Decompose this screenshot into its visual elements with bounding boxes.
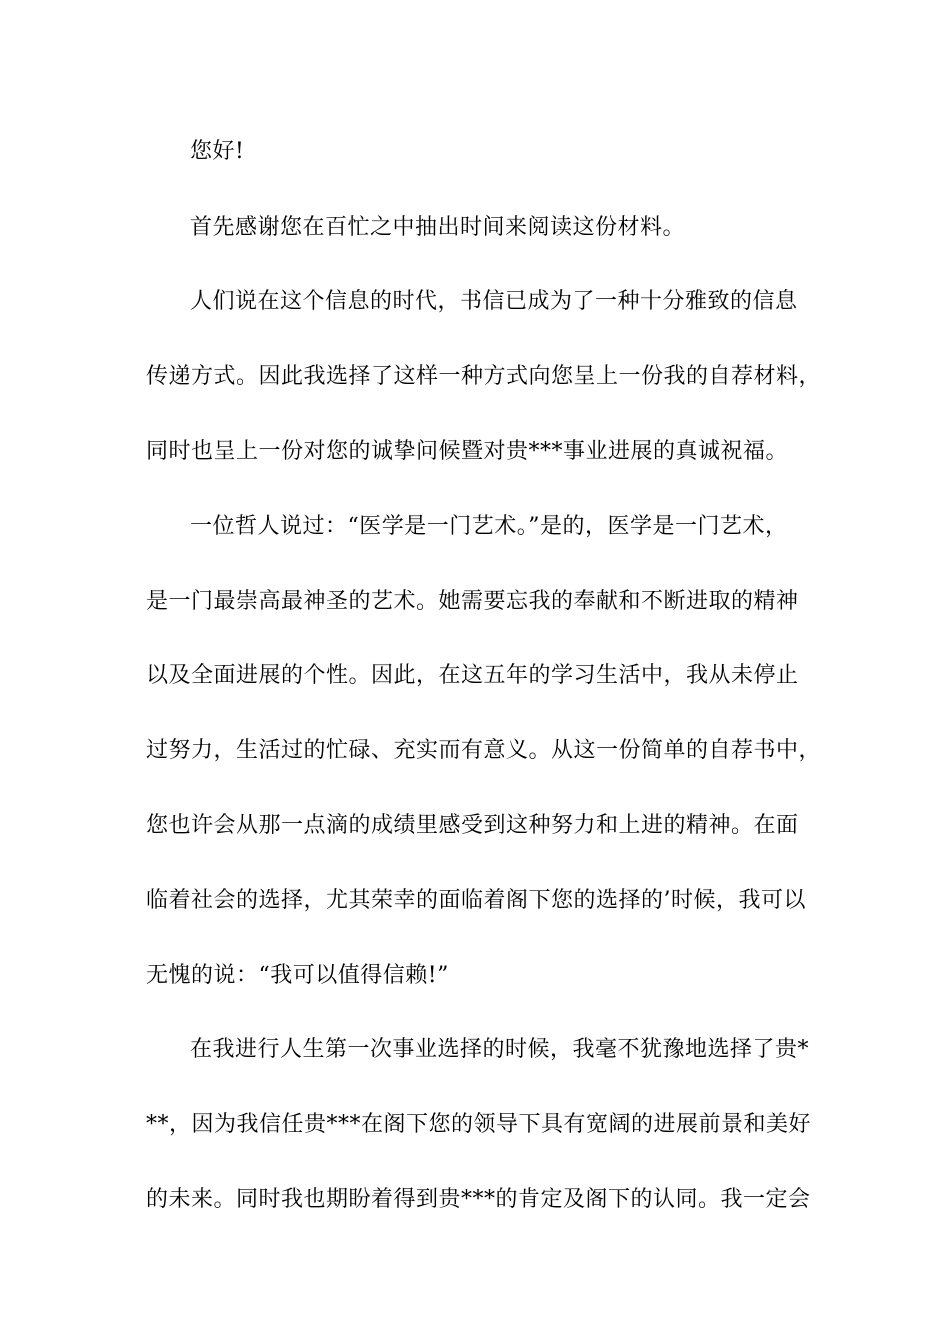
- paragraph-3-line-2: 是一门最崇高最神圣的艺术。她需要忘我的奉献和不断进取的精神: [146, 589, 799, 614]
- paragraph-4-line-3: 的未来。同时我也期盼着得到贵***的肯定及阁下的认同。我一定会: [146, 1187, 811, 1212]
- greeting-line: 您好!: [190, 139, 245, 164]
- paragraph-2-line-1: 人们说在这个信息的时代，书信已成为了一种十分雅致的信息: [190, 289, 798, 314]
- paragraph-3-line-1: 一位哲人说过：“医学是一门艺术。”是的，医学是一门艺术，: [190, 514, 788, 539]
- paragraph-4-line-1: 在我进行人生第一次事业选择的时候，我毫不犹豫地选择了贵*: [190, 1037, 810, 1062]
- paragraph-3-line-3: 以及全面进展的个性。因此，在这五年的学习生活中，我从未停止: [146, 663, 799, 688]
- paragraph-1-line-1: 首先感谢您在百忙之中抽出时间来阅读这份材料。: [190, 215, 686, 240]
- paragraph-4-line-2: **，因为我信任贵***在阁下您的领导下具有宽阔的进展前景和美好: [146, 1112, 812, 1137]
- paragraph-3-line-7: 无愧的说：“我可以值得信赖!”: [146, 963, 449, 988]
- paragraph-2-line-3: 同时也呈上一份对您的诚挚问候暨对贵***事业进展的真诚祝福。: [146, 439, 789, 464]
- paragraph-3-line-6: 临着社会的选择，尤其荣幸的面临着阁下您的选择的’时候，我可以: [146, 888, 806, 913]
- paragraph-3-line-4: 过努力，生活过的忙碌、充实而有意义。从这一份简单的自荐书中，: [146, 738, 822, 763]
- paragraph-3-line-5: 您也许会从那一点滴的成绩里感受到这种努力和上进的精神。在面: [146, 813, 799, 838]
- paragraph-2-line-2: 传递方式。因此我选择了这样一种方式向您呈上一份我的自荐材料，: [146, 364, 822, 389]
